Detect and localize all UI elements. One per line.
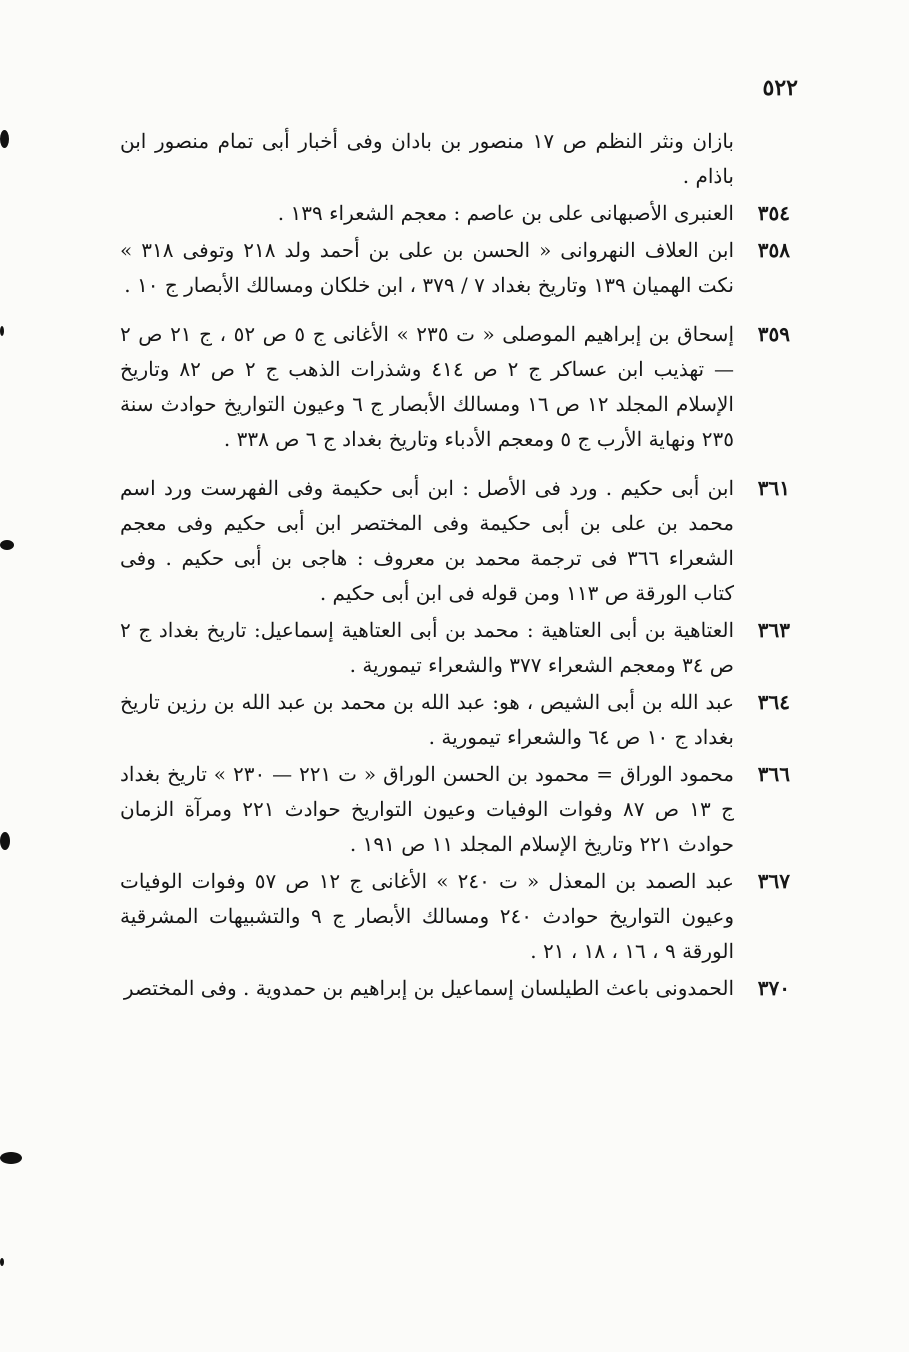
entry-text: ابن العلاف النهروانى « الحسن بن على بن أحمد ولد ٢١٨ وتوفى ٣١٨ » نكت الهميان ١٣٩ وتاريخ بغداد ٧ / ٣٧٩ ، ابن خلكان ومسالك الأبصار ج ١٠ .	[120, 238, 734, 297]
entry-text: العنبرى الأصبهانى على بن عاصم : معجم الشعراء ١٣٩ .	[277, 201, 734, 225]
entry-number: ٣٦٦	[757, 762, 790, 786]
entry-number: ٣٥٩	[757, 322, 790, 346]
entry-number: ٣٦٤	[757, 690, 790, 714]
index-entry	[120, 233, 790, 303]
entry-text: الحمدونى باعث الطيلسان إسماعيل بن إبراهيم بن حمدوية . وفى المختصر	[123, 976, 734, 1000]
entry-text: بازان ونثر النظم ص ١٧ منصور بن بادان وفى أخبار أبى تمام منصور ابن باذام .	[120, 129, 734, 188]
page-number: ٥٢٢	[762, 75, 798, 101]
scan-ink-mark	[0, 1152, 22, 1164]
entry-number: ٣٦٣	[757, 618, 790, 642]
scan-ink-mark	[0, 1258, 4, 1266]
index-entry	[120, 613, 790, 683]
scan-ink-mark	[0, 540, 14, 550]
entry-number: ٣٦٧	[757, 869, 790, 893]
entry-number: ٣٧٠	[757, 976, 790, 1000]
entry-text: العتاهية بن أبى العتاهية : محمد بن أبى العتاهية إسماعيل: تاريخ بغداد ج ٢ ص ٣٤ ومعجم الشعراء ٣٧٧ والشعراء تيمورية .	[120, 618, 734, 677]
entry-text: محمود الوراق = محمود بن الحسن الوراق « ت ٢٢١ — ٢٣٠ » تاريخ بغداد ج ١٣ ص ٨٧ وفوات الوفيات وعيون التواريخ حوادث ٢٢١ ومرآة الزمان حوادث ٢٢١ وتاريخ الإسلام المجلد ١١ ص ١٩١ .	[120, 762, 735, 856]
entry-text: إسحاق بن إبراهيم الموصلى « ت ٢٣٥ » الأغانى ج ٥ ص ٥٢ ، ج ٢١ ص ٢ — تهذيب ابن عساكر ج ٢ ص ٤١٤ وشذرات الذهب ج ٢ ص ٨٢ وتاريخ الإسلام المجلد ١٢ ص ١٦ ومسالك الأبصار ج ٦ وعيون التواريخ حوادث سنة ٢٣٥ ونهاية الأرب ج ٥ ومعجم الأدباء وتاريخ بغداد ج ٦ ص ٣٣٨ .	[120, 322, 734, 451]
index-entry	[120, 971, 790, 1006]
entry-text: عبد الصمد بن المعذل « ت ٢٤٠ » الأغانى ج ١٢ ص ٥٧ وفوات الوفيات وعيون التواريخ حوادث ٢٤٠ ومسالك الأبصار ج ٩ والتشبيهات المشرقية الورقة ٩ ، ١٦ ، ١٨ ، ٢١ .	[120, 869, 734, 963]
entry-number: ٣٥٨	[757, 238, 790, 262]
index-entry	[120, 317, 790, 457]
index-entry	[120, 685, 790, 755]
entry-text: عبد الله بن أبى الشيص ، هو: عبد الله بن محمد بن عبد الله بن رزين تاريخ بغداد ج ١٠ ص ٦٤ والشعراء تيمورية .	[120, 690, 734, 749]
scan-ink-mark	[0, 130, 9, 148]
scan-ink-mark	[0, 326, 4, 336]
index-entry	[120, 124, 790, 194]
entry-number: ٣٦١	[757, 476, 790, 500]
scan-ink-mark	[0, 832, 10, 850]
index-entry	[120, 196, 790, 231]
index-entry	[120, 471, 790, 611]
index-entry	[120, 864, 790, 969]
entry-text: ابن أبى حكيم . ورد فى الأصل : ابن أبى حكيمة وفى الفهرست ورد اسم محمد بن على بن أبى حكيمة وفى المختصر ابن أبى حكيم وفى معجم الشعراء ٣٦٦ فى ترجمة محمد بن معروف : هاجى بن أبى حكيم . وفى كتاب الورقة ص ١١٣ ومن قوله فى ابن أبى حكيم .	[120, 476, 734, 605]
index-entry	[120, 757, 790, 862]
entry-number: ٣٥٤	[757, 201, 790, 225]
index-entries	[120, 124, 790, 1006]
